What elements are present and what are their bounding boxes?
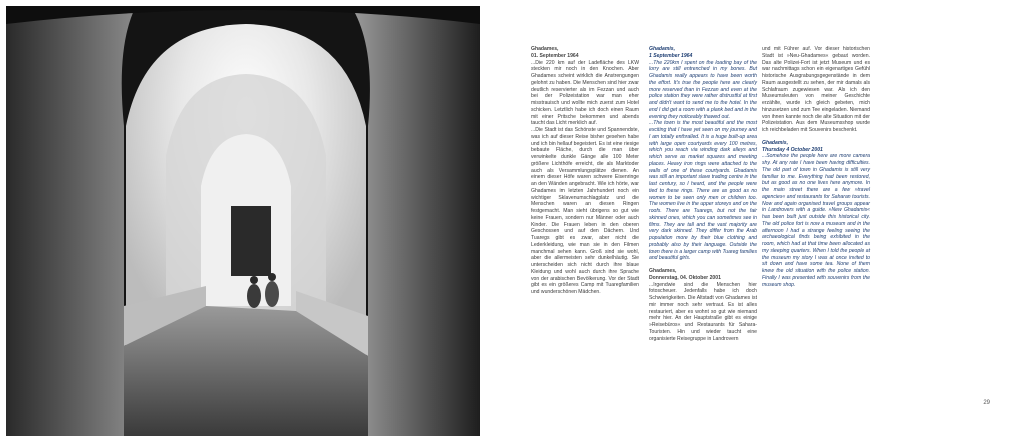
entry-date: Donnerstag, 04. Oktober 2001 [649,274,721,281]
page-number: 29 [983,400,990,406]
entry-date: 1 September 1964 [649,52,693,59]
paragraph: ...Die 220 km auf der Ladefläche des LKW steckten mir noch in den Knochen. Aber Ghadames scheint wirklich die Anstrengungen gelohnt zu haben. Die Menschen sind hier zwar deutlich reservierter als im Fezzan und auch bei der Polizeistation war man eher misstrauisch und wollte mich zuerst zum Hotel schicken. Letztlich habe ich doch einen Raum mit einer Pritsche bekommen und abends taucht das Licht merklich auf. [531,59,639,127]
text-column-1 [531,46,639,296]
photo-image [6,6,480,436]
vaulted-passage-photo [6,6,480,436]
paragraph: und mit Führer auf. Vor dieser historischen Stadt ist »Neu-Ghadames« gebaut worden. Das alte Polizei-Fort ist jetzt Museum und es war nachmittags schon ein eigenartiges Gefühl historische Ausgrabungsgegenstände in dem Raum ausgestellt zu sehen, der mir damals als Schlafraum zugewiesen war. Als ich den Museumsleuten von meiner Geschichte erzählte, wurde ich gleich gebeten, mich hinzusetzen und zum Tee eingeladen. Niemand von ihnen kannte noch die alte Situation mit der Polizeistation. Aus dem Museumsshop wurde ich reichbeladen mit Souvenirs beschenkt. [762,46,870,133]
entry-date: 01. September 1964 [531,52,579,59]
text-column-2 [649,46,757,342]
paragraph: ...Somehow the people here are more camera shy. At any rate I have been having difficulties. The old part of town in Ghadamis is still very familiar to me. Everything had been restored, but as good as no one lives here anymore. In the main street there are a few »travel agencies« and restaurants for Saharan tourists. Now and again organised travel groups appear in Landrovers with a guide. »New Ghadamis« has been built just outside this historical city. The old police fort is now a museum and in the afternoon I had a strange feeling seeing the archaeological finds being exhibited in the room, which had at that time been allocated as my sleeping quarters. When I told the people at the museum my story I was at once invited to sit down and have some tea. None of them knew the old situation with the police station. Finally I was presented with souvenirs from the museum shop. [762,153,870,288]
entry-heading: Ghadames, [649,268,677,274]
entry-heading: Ghadamis, [762,139,789,146]
paragraph: ...The town is the most beautiful and the most exciting that I have yet seen on my journey and I am totally enthralled. It is a huge built-up area with large open courtyards every 100 metres, which you reach via winding dark alleys and which serve as market squares and meeting places. Heavy iron rings were attached to the walls of one of these courtyards. Ghadamis was still an important slave trading centre in the last century, so I heard, and the people were tied to these rings. There are as good as no women to be seen only men or children too. The women live in the upper storeys and on the roofs. There are Tuaregs, but not the fair skinned ones, which you can sometimes see in films. They are tall and the vast majority are very dark skinned. They differ from the Arab population more by their blue clothing and probably also by their language. Outside the town there is a larger camp with Tuareg families and beautiful girls. [649,120,757,262]
paragraph: ...The 220km I spent on the loading bay of the lorry are still entrenched in my bones. But Ghadamis really appears to have been worth the effort. It's true the people here are clearly more reserved than in Fezzan and even at the police station they were rather distrustful at first and didn't want to send me to the hotel. In the end I did get a room with a plank bed and in the evening they noticeably thawed out. [649,59,757,120]
entry-heading: Ghadames, [531,46,559,52]
entry-heading: Ghadamis, [649,46,676,52]
text-column-3 [762,46,870,288]
paragraph: ...Die Stadt ist das Schönste und Spannendste, was ich auf dieser Reise bisher gesehen habe und ich bin hellauf begeistert. Es ist eine riesige bebaute Fläche, durch die man über verwinkelte dunkle Gänge alle 100 Meter größere Lichthöfe erreicht, die als Marktoder auch als Versammlungsplätze dienen. An einem dieser Höfe waren schwere Eisenringe an den Wänden angebracht. Wie ich hörte, war Ghadames im letzten Jahrhundert noch ein wichtiger Sklavenumschlagplatz und die Menschen waren an diesen Ringen festgemacht. Man sieht übrigens so gut wie keine Frauen, sondern nur Männer oder auch Kinder. Die Frauen leben in den oberen Geschossen und auf den Dächern. Und Tuaregs gibt es zwar, aber nicht die Lederkleidung, wie man sie in den Filmen manchmal sehen kann. Groß sind sie wohl, aber die allermeisten sehr dunkelhäutig. Sie unterscheiden sich nicht durch ihre blaue Kleidung und wohl auch durch ihre Sprache von der arabischen Bevölkerung. Vor der Stadt gibt es ein größeres Camp mit Tuaregfamilien und wunderschönen Mädchen. [531,127,639,295]
entry-date: Thursday 4 October 2001 [762,146,823,153]
paragraph: ...Irgendwie sind die Menschen hier fotoscheuer. Jedenfalls habe ich doch Schwierigkeiten. Die Altstadt von Ghadames ist mir immer noch sehr vertraut. Es ist alles restauriert, aber es wohnt so gut wie niemand mehr hier. An der Hauptstraße gibt es einige »Reisebüros« und Restaurants für Sahara-Touristen. Hin und wieder taucht eine organisierte Reisegruppe in Landrovern [649,281,757,342]
